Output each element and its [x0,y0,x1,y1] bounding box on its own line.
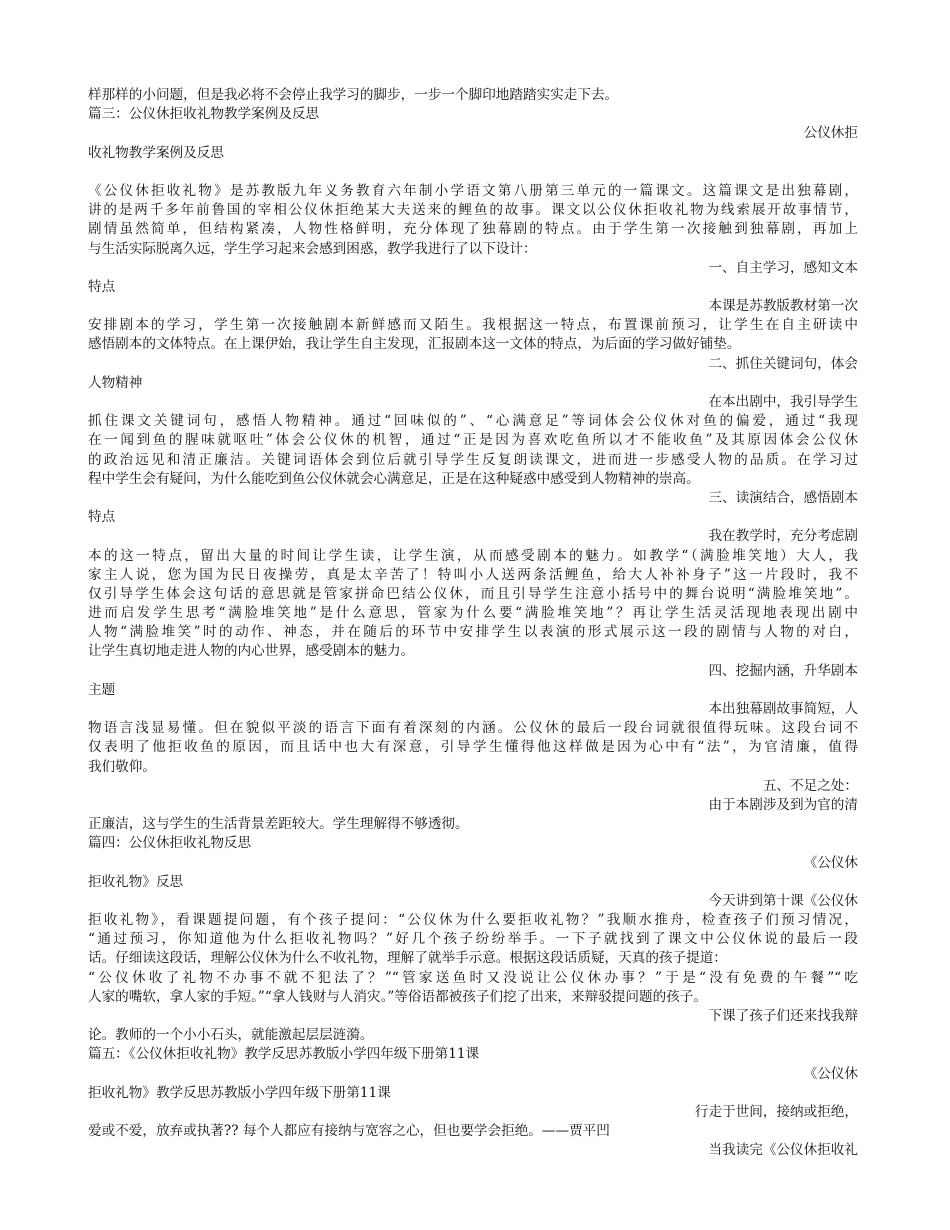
text-line: 行走于世间，接纳或拒绝， [694,1103,858,1120]
text-line: 人物精神 [88,374,143,391]
text-line: 拒收礼物》反思 [88,873,184,890]
text-line: 人家的嘴软，拿人家的手短。”“拿人钱财与人消灾。”等俗语都被孩子们挖了出来，来辩驳提问题的孩子。 [88,988,707,1005]
text-line: 感悟剧本的文体特点。在上课伊始，我让学生自主发现，汇报剧本这一文体的特点，为后面的学习做好铺垫。 [88,336,741,353]
text-line: 爱或不爱，放弃或执著?? 每个人都应有接纳与宽容之心，但也要学会拒绝。——贾平凹 [88,1123,610,1140]
text-line: 安排剧本的学习，学生第一次接触剧本新鲜感而又陌生。我根据这一特点，布置课前预习，让学生在自主研读中 [88,317,858,334]
document-body [88,86,858,1161]
text-line: 话。仔细读这段话，理解公仪休为什么不收礼物，理解了就举手示意。根据这段话质疑，天真的孩子提道： [88,950,727,967]
text-line: 本课是苏教版教材第一次 [708,298,858,315]
text-line: 抓住课文关键词句，感悟人物精神。通过“回味似的”、“心满意足”等词体会公仪休对鱼的偏爱，通过“我现 [88,413,858,430]
text-line: 篇三：公仪休拒收礼物教学案例及反思 [88,106,320,123]
text-line: 拒收礼物》，看课题提问题，有个孩子提问：“公仪休为什么要拒收礼物？”我顺水推舟，检查孩子们预习情况， [88,912,858,929]
text-line: 在一闻到鱼的腥味就呕吐”体会公仪休的机智，通过“正是因为喜欢吃鱼所以才不能收鱼”及其原因体会公仪休 [88,432,858,449]
text-line: 让学生真切地走进人物的内心世界，感受剧本的魅力。 [88,643,415,660]
text-line: 《公仪休 [803,854,858,871]
text-line: 我们敬仰。 [88,758,156,775]
text-line: 当我读完《公仪休拒收礼 [708,1142,858,1159]
text-line: 在本出剧中，我引导学生 [708,394,858,410]
text-line: 仅引导学生体会这句话的意思就是管家拼命巴结公仪休，而且引导学生注意小括号中的舞台说明“满脸堆笑地”。 [88,585,858,602]
text-line: 剧情虽然简单，但结构紧凑，人物性格鲜明，充分体现了独幕剧的特点。由于学生第一次接触到独幕剧，再加上 [88,221,858,238]
text-line: 物语言浅显易懂。但在貌似平淡的语言下面有着深刻的内涵。公仪休的最后一段台词就很值得玩味。这段台词不 [88,720,858,737]
text-line: 的政治远见和清正廉洁。关键词语体会到位后就引导学生反复朗读课文，进而进一步感受人物的品质。在学习过 [88,451,858,468]
text-line: 人物“满脸堆笑”时的动作、神态，并在随后的环节中安排学生以表演的形式展示这一段的剧情与人物的对白， [88,624,858,641]
text-line: 拒收礼物》教学反思苏教版小学四年级下册第11课 [88,1084,391,1101]
text-line: 论。教师的一个小小石头，就能激起层层涟漪。 [88,1027,374,1044]
text-line: 程中学生会有疑问，为什么能吃到鱼公仪休就会心满意足，正是在这种疑惑中感受到人物精神的崇高。 [88,470,700,487]
text-line: 主题 [88,681,116,698]
text-line: 样那样的小问题，但是我必将不会停止我学习的脚步，一步一个脚印地踏踏实实走下去。 [88,87,619,103]
text-line: 一、自主学习，感知文本 [708,259,858,276]
text-line: 由于本剧涉及到为官的清 [708,796,858,813]
text-line: 四、挖掘内涵，升华剧本 [708,662,858,679]
text-line: 篇五：《公仪休拒收礼物》教学反思苏教版小学四年级下册第11课 [88,1046,480,1063]
text-line: 本的这一特点，留出大量的时间让学生读，让学生演，从而感受剧本的魅力。如教学“（满脸堆笑地）大人，我 [88,547,858,564]
text-line: 篇四：公仪休拒收礼物反思 [88,835,252,852]
text-line: 《公仪休拒收礼物》是苏教版九年义务教育六年制小学语文第八册第三单元的一篇课文。这篇课文是出独幕剧， [88,182,858,199]
text-line: 下课了孩子们还来找我辩 [708,1008,858,1024]
text-line: 正廉洁，这与学生的生活背景差距较大。学生理解得不够透彻。 [88,816,469,833]
text-line: 二、抓住关键词句，体会 [708,355,858,372]
text-line: 仅表明了他拒收鱼的原因，而且话中也大有深意，引导学生懂得他这样做是因为心中有“法”，为官清廉，值得 [88,739,858,756]
text-line: 家主人说，您为国为民日夜操劳，真是太辛苦了！特叫小人送两条活鲤鱼，给大人补补身子”这一片段时，我不 [88,566,858,583]
blank-line [88,163,858,182]
text-line: 与生活实际脱离久远，学生学习起来会感到困惑，教学我进行了以下设计： [88,240,537,257]
text-line: 我在教学时，充分考虑剧 [708,528,858,545]
text-line: 进而启发学生思考“满脸堆笑地”是什么意思，管家为什么要“满脸堆笑地”？再让学生活灵活现地表现出剧中 [88,605,858,622]
text-line: 特点 [88,278,116,295]
text-line: 三、读演结合，感悟剧本 [708,489,858,506]
text-line: 《公仪休 [803,1065,858,1082]
text-line: 五、不足之处： [762,777,858,794]
text-line: 收礼物教学案例及反思 [88,144,224,161]
text-line: “通过预习，你知道他为什么拒收礼物吗？”好几个孩子纷纷举手。一下子就找到了课文中公仪休说的最后一段 [88,931,858,948]
text-line: 特点 [88,509,116,526]
text-line: 今天讲到第十课《公仪休 [708,892,858,909]
text-line: 本出独幕剧故事简短，人 [708,701,858,717]
text-line: 公仪休拒 [803,125,858,142]
text-line: “公仪休收了礼物不办事不就不犯法了？”“管家送鱼时又没说让公仪休办事？”于是“没有免费的午餐”“吃 [88,969,858,986]
text-line: 讲的是两千多年前鲁国的宰相公仪休拒绝某大夫送来的鲤鱼的故事。课文以公仪休拒收礼物为线索展开故事情节， [88,202,858,219]
